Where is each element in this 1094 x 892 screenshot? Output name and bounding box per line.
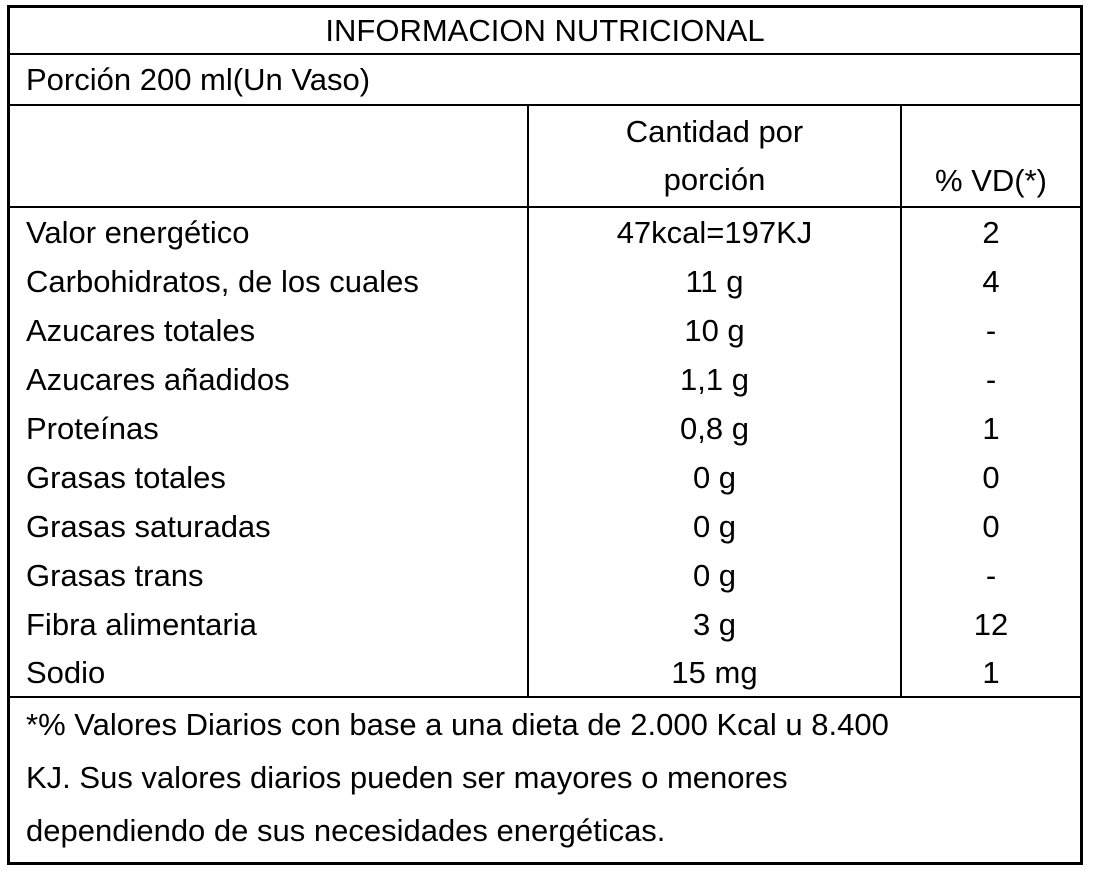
footnote-line: dependiendo de sus necesidades energéticas. bbox=[26, 813, 666, 848]
header-amount-line1: Cantidad por bbox=[625, 114, 804, 149]
nutrient-amount: 0,8 g bbox=[527, 404, 900, 453]
nutrient-dv: 0 bbox=[900, 453, 1080, 502]
nutrient-dv: 12 bbox=[900, 600, 1080, 649]
nutrient-amount: 1,1 g bbox=[527, 355, 900, 404]
table-row bbox=[10, 208, 1080, 257]
nutrient-name: Proteínas bbox=[26, 411, 159, 446]
table-row bbox=[10, 306, 1080, 355]
nutrient-name: Sodio bbox=[26, 655, 106, 690]
nutrient-amount: 3 g bbox=[527, 600, 900, 649]
nutrient-amount: 0 g bbox=[527, 453, 900, 502]
table-row bbox=[10, 257, 1080, 306]
nutrient-dv: 1 bbox=[900, 649, 1080, 696]
nutrient-name: Valor energético bbox=[26, 215, 250, 250]
footnote bbox=[26, 698, 1060, 857]
nutrient-dv: - bbox=[900, 306, 1080, 355]
nutrient-amount: 15 mg bbox=[527, 649, 900, 696]
table-row bbox=[10, 551, 1080, 600]
nutrient-name: Grasas saturadas bbox=[26, 509, 271, 544]
nutrient-amount: 11 g bbox=[527, 257, 900, 306]
table-row bbox=[10, 649, 1080, 696]
nutrient-amount: 0 g bbox=[527, 502, 900, 551]
header-nutrient-cell bbox=[10, 106, 527, 206]
nutrient-amount: 47kcal=197KJ bbox=[527, 208, 900, 257]
header-amount-line2: porción bbox=[663, 162, 766, 197]
table-row bbox=[10, 404, 1080, 453]
footnote-line: KJ. Sus valores diarios pueden ser mayores o menores bbox=[26, 760, 788, 795]
nutrient-dv: 0 bbox=[900, 502, 1080, 551]
header-amount-cell bbox=[527, 106, 900, 206]
nutrient-name: Fibra alimentaria bbox=[26, 607, 257, 642]
footnote-line: *% Valores Diarios con base a una dieta de 2.000 Kcal u 8.400 bbox=[26, 707, 889, 742]
nutrient-dv: 4 bbox=[900, 257, 1080, 306]
nutrient-name: Azucares añadidos bbox=[26, 362, 290, 397]
table-row bbox=[10, 355, 1080, 404]
nutrient-name: Grasas totales bbox=[26, 460, 226, 495]
nutrition-facts-table bbox=[7, 5, 1083, 865]
nutrient-dv: 1 bbox=[900, 404, 1080, 453]
header-dv-cell: % VD(*) bbox=[900, 106, 1080, 206]
table-row bbox=[10, 502, 1080, 551]
nutrient-dv: - bbox=[900, 551, 1080, 600]
nutrient-name: Azucares totales bbox=[26, 313, 256, 348]
nutrient-amount: 0 g bbox=[527, 551, 900, 600]
table-row bbox=[10, 600, 1080, 649]
table-title: INFORMACION NUTRICIONAL bbox=[325, 13, 765, 48]
nutrient-dv: 2 bbox=[900, 208, 1080, 257]
column-header-row bbox=[10, 106, 1080, 206]
table-row bbox=[10, 453, 1080, 502]
nutrient-name: Grasas trans bbox=[26, 558, 204, 593]
nutrient-dv: - bbox=[900, 355, 1080, 404]
nutrient-amount: 10 g bbox=[527, 306, 900, 355]
nutrient-name: Carbohidratos, de los cuales bbox=[26, 264, 419, 299]
portion-size: Porción 200 ml(Un Vaso) bbox=[26, 62, 371, 97]
